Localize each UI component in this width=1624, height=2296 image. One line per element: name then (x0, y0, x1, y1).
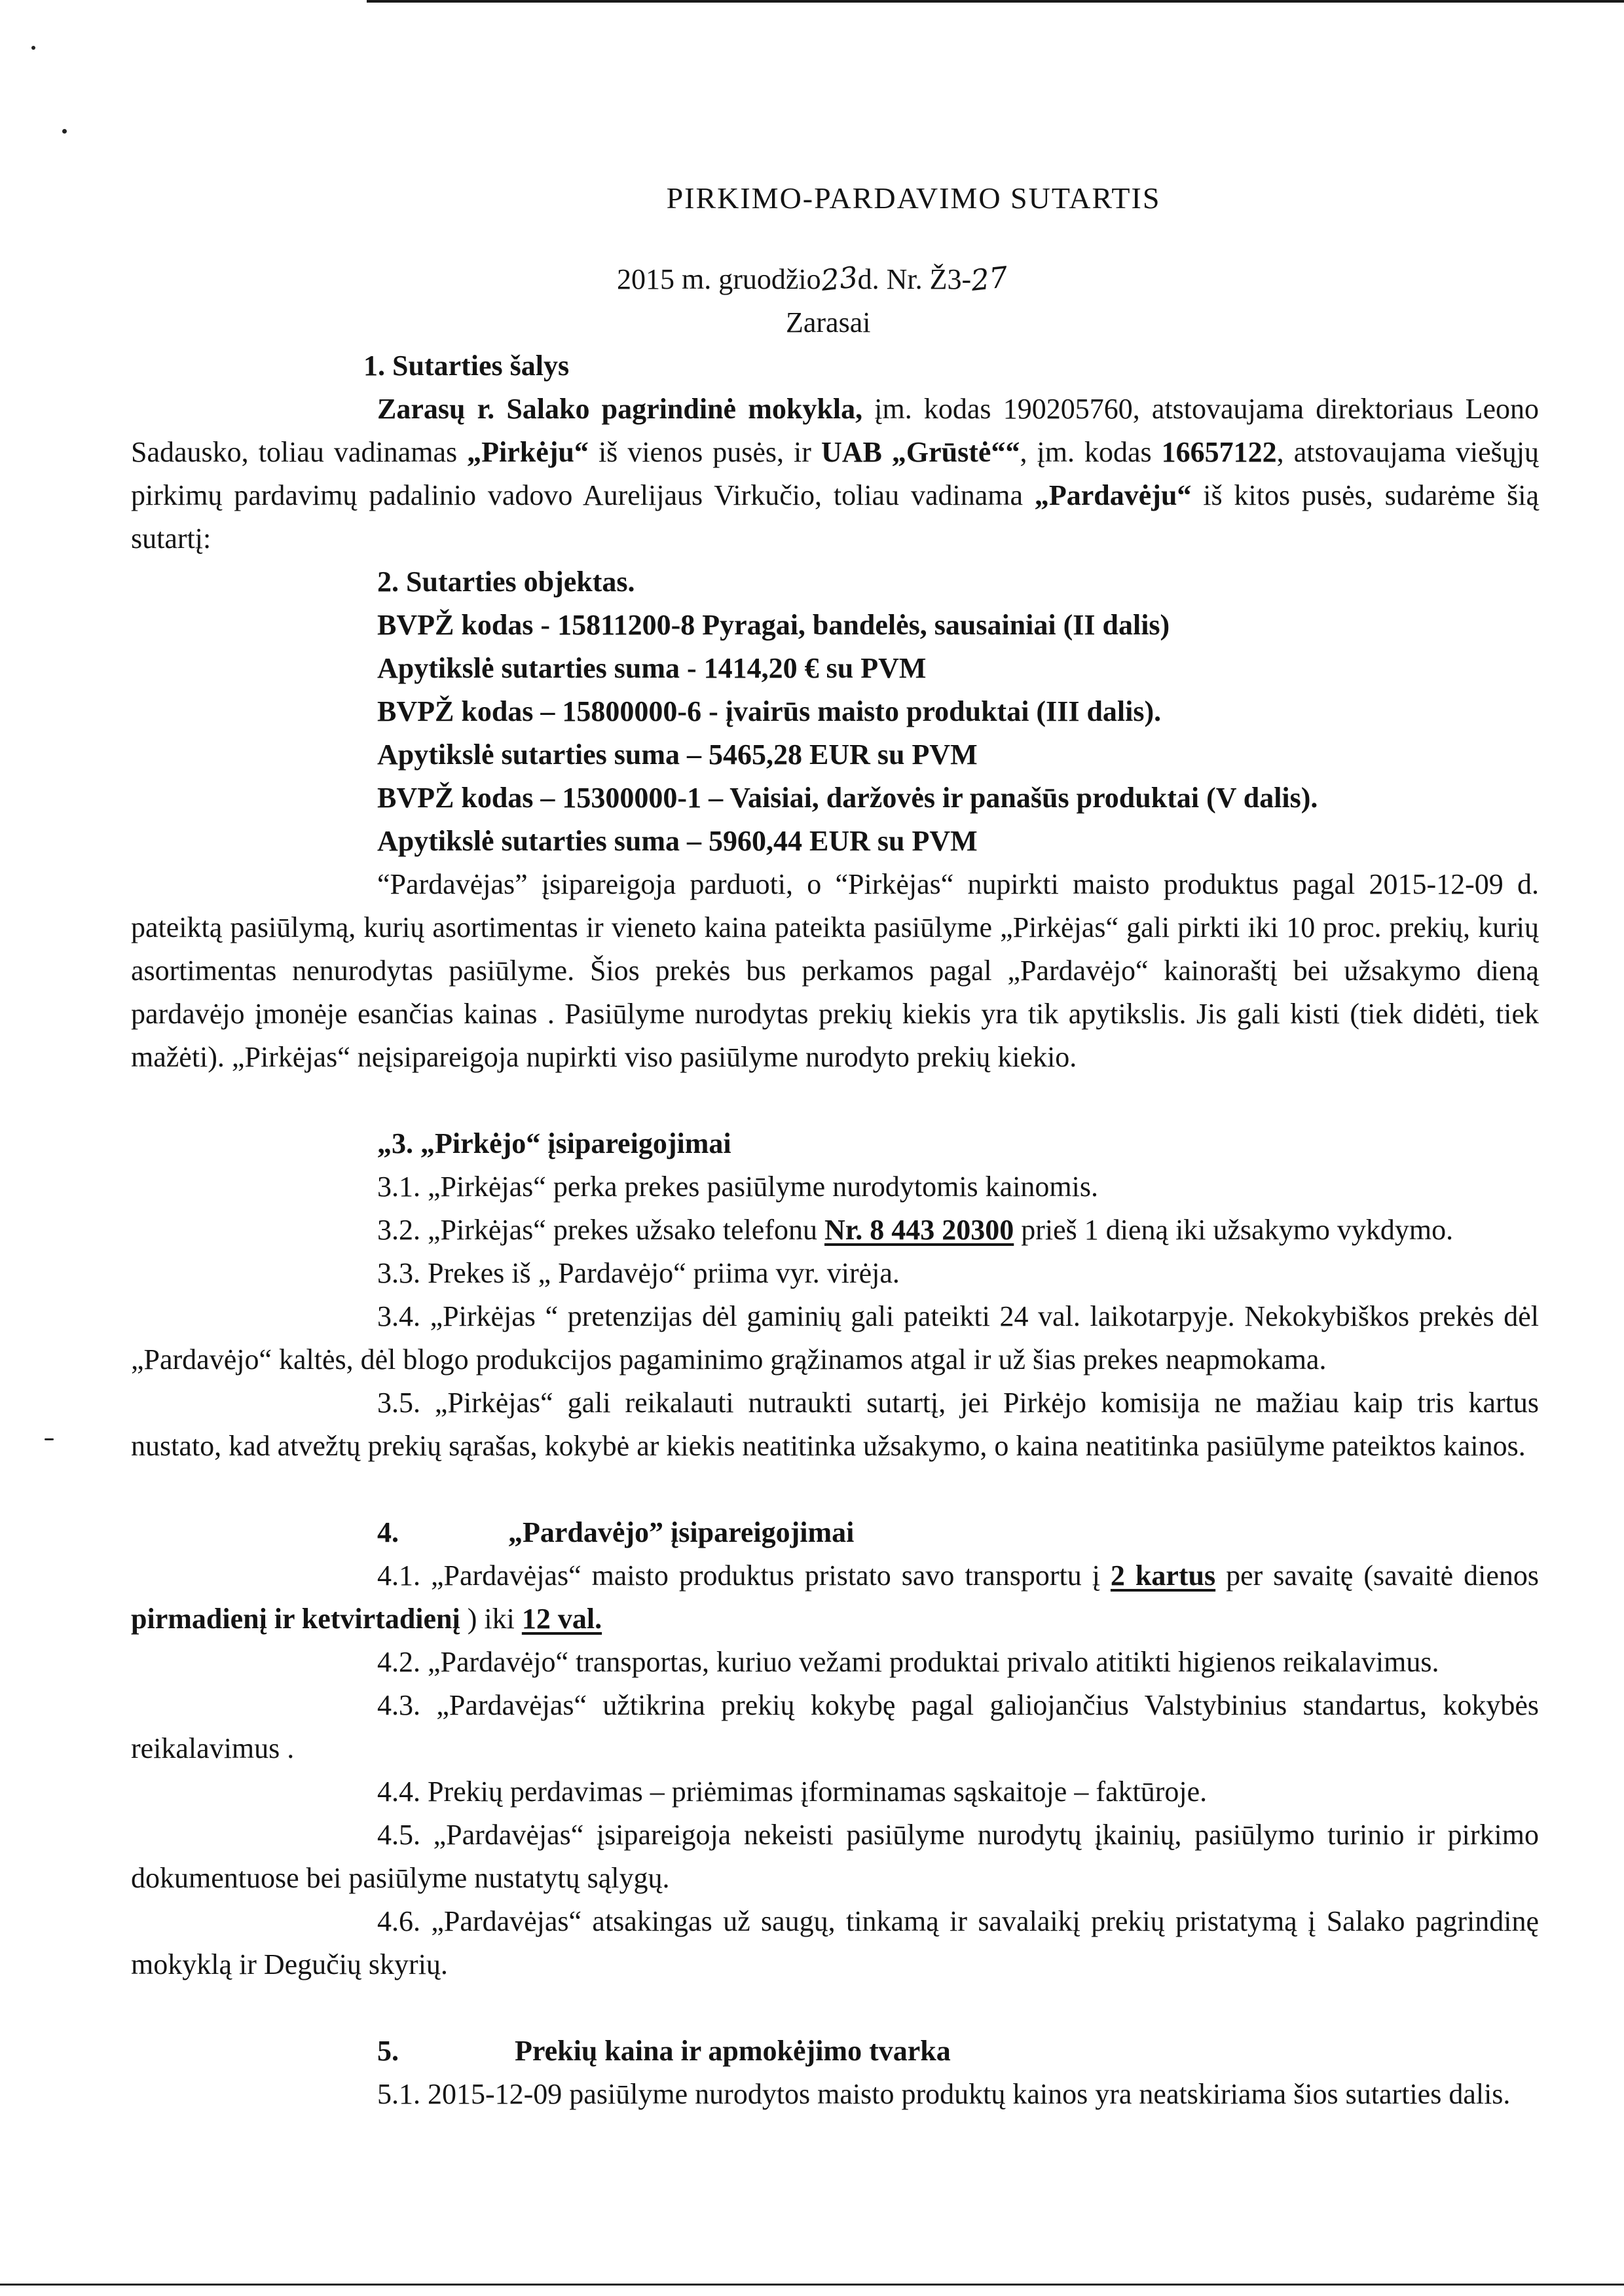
clause-4-4: 4.4. Prekių perdavimas – priėmimas įforminamas sąskaitoje – faktūroje. (377, 1776, 1208, 1808)
document-title: PIRKIMO-PARDAVIMO SUTARTIS (666, 181, 1161, 215)
scan-speck (62, 129, 67, 134)
section-2-paragraph: “Pardavėjas” įsipareigoja parduoti, o “Pirkėjas“ nupirkti maisto produktus pagal 2015-12-09 d. pateiktą pasiūlymą, kurių asortimentas ir vieneto kaina pateikta pasiūlyme „Pirkėjas“ gali pirkti iki 10 proc. prekių, kurių asortimentas nenurodytas pasiūlyme. Šios prekės bus perkamos pagal „Pardavėjo“ kainoraštį bei užsakymo dieną pardavėjo įmonėje esančias kainas . Pasiūlyme nurodytas prekių kiekis yra tik apytikslis. Jis gali kisti (tiek didėti, tiek mažėti). „Pirkėjas“ neįsipareigoja nupirkti viso pasiūlyme nurodyto prekių kiekio. (131, 868, 1539, 1073)
clause-4-1: 4.1. „Pardavėjas“ maisto produktus pristato savo transportu į 2 kartus per savaitę (savaitė dienos pirmadienį ir ketvirtadienį ) iki 12 val. (131, 1559, 1540, 1635)
handwritten-day: 23 (819, 261, 860, 298)
spacer (131, 1986, 1539, 2030)
scan-edge-top (367, 0, 1624, 3)
section-4-heading: 4. „Pardavėjo” įsipareigojimai (377, 1516, 855, 1548)
clause-4-6: 4.6. „Pardavėjas“ atsakingas už saugų, tinkamą ir savalaikį prekių pristatymą į Salako pagrindinę mokyklą ir Degučių skyrių. (131, 1905, 1539, 1980)
date-prefix: 2015 m. gruodžio (617, 263, 821, 295)
amount-line: Apytikslė sutarties suma – 5465,28 EUR su PVM (377, 738, 978, 771)
section-1-paragraph: Zarasų r. Salako pagrindinė mokykla, įm. kodas 190205760, atstovaujama direktoriaus Leono Sadausko, toliau vadinamas „Pirkėju“ iš vienos pusės, ir UAB „Grūstė““, įm. kodas 16657122, atstovaujama viešųjų pirkimų pardavimų padalinio vadovo Aurelijaus Virkučio, toliau vadinama „Pardavėju“ iš kitos pusės, sudarėme šią sutartį: (131, 393, 1539, 555)
spacer (131, 1079, 1539, 1122)
scan-edge-bottom (0, 2284, 1624, 2286)
cpv-line: BVPŽ kodas – 15300000-1 – Vaisiai, daržovės ir panašūs produktai (V dalis). (377, 782, 1318, 814)
date-number-line (617, 258, 1539, 301)
section-3-heading: „3. „Pirkėjo“ įsipareigojimai (377, 1127, 731, 1159)
clause-3-5: 3.5. „Pirkėjas“ gali reikalauti nutraukti sutartį, jei Pirkėjo komisija ne mažiau kaip tris kartus nustato, kad atvežtų prekių sąrašas, kokybė ar kiekis neatitinka užsakymo, o kaina neatitinka pasiūlyme pateiktos kainos. (131, 1387, 1539, 1462)
amount-line: Apytikslė sutarties suma – 5960,44 EUR su PVM (377, 825, 978, 857)
section-1-heading: 1. Sutarties šalys (363, 350, 570, 382)
clause-3-3: 3.3. Prekes iš „ Pardavėjo“ priima vyr. virėja. (377, 1257, 900, 1289)
contract-document (131, 177, 1539, 2116)
clause-3-4: 3.4. „Pirkėjas “ pretenzijas dėl gaminių gali pateikti 24 val. laikotarpyje. Nekokybiškos prekės dėl „Pardavėjo“ kaltės, dėl blogo produkcijos pagaminimo grąžinamos atgal ir už šias prekes neapmokama. (131, 1300, 1539, 1376)
clause-5-1: 5.1. 2015-12-09 pasiūlyme nurodytos maisto produktų kainos yra neatskiriama šios sutarties dalis. (377, 2078, 1511, 2110)
scan-speck (45, 1438, 54, 1440)
clause-4-5: 4.5. „Pardavėjas“ įsipareigoja nekeisti pasiūlyme nurodytų įkainių, pasiūlymo turinio ir pirkimo dokumentuose bei pasiūlyme nustatytų sąlygų. (131, 1819, 1539, 1894)
clause-4-3: 4.3. „Pardavėjas“ užtikrina prekių kokybę pagal galiojančius Valstybinius standartus, kokybės reikalavimus . (131, 1689, 1539, 1764)
section-5-heading: 5. Prekių kaina ir apmokėjimo tvarka (377, 2035, 951, 2067)
clause-3-2: 3.2. „Pirkėjas“ prekes užsako telefonu Nr. 8 443 20300 prieš 1 dieną iki užsakymo vykdymo. (377, 1214, 1454, 1246)
scan-speck (31, 46, 35, 50)
clause-4-2: 4.2. „Pardavėjo“ transportas, kuriuo vežami produktai privalo atitikti higienos reikalavimus. (377, 1646, 1439, 1678)
spacer (131, 1468, 1539, 1511)
clause-3-1: 3.1. „Pirkėjas“ perka prekes pasiūlyme nurodytomis kainomis. (377, 1171, 1098, 1203)
cpv-line: BVPŽ kodas - 15811200-8 Pyragai, bandelės, sausainiai (II dalis) (377, 609, 1170, 641)
amount-line: Apytikslė sutarties suma - 1414,20 € su PVM (377, 652, 927, 684)
date-middle: d. Nr. Ž3- (857, 263, 972, 295)
city: Zarasai (786, 306, 871, 338)
phone-number: Nr. 8 443 20300 (824, 1214, 1014, 1246)
cpv-line: BVPŽ kodas – 15800000-6 - įvairūs maisto produktai (III dalis). (377, 695, 1162, 727)
handwritten-number: 27 (969, 261, 1010, 298)
section-2-heading: 2. Sutarties objektas. (377, 566, 635, 598)
